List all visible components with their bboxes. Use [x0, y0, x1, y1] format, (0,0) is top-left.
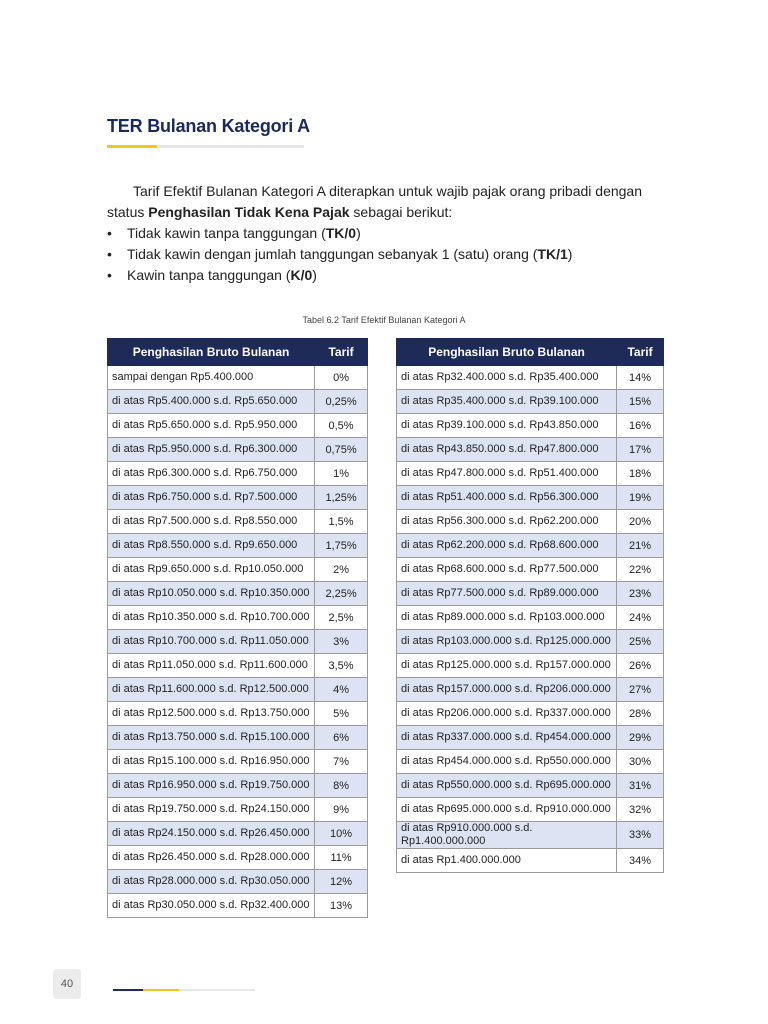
income-range-cell: di atas Rp56.300.000 s.d. Rp62.200.000 — [397, 510, 617, 534]
tariff-table-right — [396, 338, 664, 873]
income-range-cell: di atas Rp43.850.000 s.d. Rp47.800.000 — [397, 438, 617, 462]
rate-cell: 33% — [617, 822, 664, 849]
income-range-cell: di atas Rp1.400.000.000 — [397, 849, 617, 873]
table-row — [108, 462, 368, 486]
bullet-icon: • — [107, 267, 112, 283]
rate-cell: 30% — [617, 750, 664, 774]
income-range-cell: di atas Rp15.100.000 s.d. Rp16.950.000 — [108, 750, 315, 774]
income-range-cell: di atas Rp125.000.000 s.d. Rp157.000.000 — [397, 654, 617, 678]
rate-cell: 1,5% — [315, 510, 368, 534]
rate-cell: 14% — [617, 366, 664, 390]
income-range-cell: di atas Rp24.150.000 s.d. Rp26.450.000 — [108, 822, 315, 846]
table-row — [397, 849, 664, 873]
table-row — [108, 822, 368, 846]
list-item-text: Tidak kawin dengan jumlah tanggungan sebanyak 1 (satu) orang ( — [127, 246, 538, 262]
page-number: 40 — [53, 969, 81, 999]
income-range-cell: di atas Rp157.000.000 s.d. Rp206.000.000 — [397, 678, 617, 702]
table-row — [108, 606, 368, 630]
table-row — [108, 750, 368, 774]
list-item-code: K/0 — [290, 267, 313, 283]
list-item-close: ) — [567, 246, 573, 262]
income-range-cell: di atas Rp77.500.000 s.d. Rp89.000.000 — [397, 582, 617, 606]
column-header-income: Penghasilan Bruto Bulanan — [397, 339, 617, 366]
rate-cell: 4% — [315, 678, 368, 702]
table-row — [397, 390, 664, 414]
table-row — [397, 630, 664, 654]
bullet-icon: • — [107, 225, 112, 241]
rate-cell: 9% — [315, 798, 368, 822]
table-header-row — [108, 339, 368, 366]
income-range-cell: di atas Rp68.600.000 s.d. Rp77.500.000 — [397, 558, 617, 582]
rate-cell: 3,5% — [315, 654, 368, 678]
footer-rule — [113, 989, 255, 991]
list-item-code: TK/1 — [537, 246, 568, 262]
rate-cell: 3% — [315, 630, 368, 654]
rate-cell: 0,5% — [315, 414, 368, 438]
income-range-cell: di atas Rp51.400.000 s.d. Rp56.300.000 — [397, 486, 617, 510]
bullet-icon: • — [107, 246, 112, 262]
income-range-cell: di atas Rp9.650.000 s.d. Rp10.050.000 — [108, 558, 315, 582]
income-range-cell: di atas Rp5.400.000 s.d. Rp5.650.000 — [108, 390, 315, 414]
rate-cell: 34% — [617, 849, 664, 873]
title-underline — [107, 145, 304, 148]
column-header-rate: Tarif — [617, 339, 664, 366]
footer-rule-gold — [143, 989, 179, 991]
tariff-table-left — [107, 338, 368, 918]
income-range-cell: di atas Rp47.800.000 s.d. Rp51.400.000 — [397, 462, 617, 486]
rate-cell: 26% — [617, 654, 664, 678]
table-row — [108, 510, 368, 534]
rate-cell: 5% — [315, 702, 368, 726]
table-row — [108, 390, 368, 414]
table-row — [397, 702, 664, 726]
income-range-cell: di atas Rp695.000.000 s.d. Rp910.000.000 — [397, 798, 617, 822]
rate-cell: 20% — [617, 510, 664, 534]
income-range-cell: di atas Rp337.000.000 s.d. Rp454.000.000 — [397, 726, 617, 750]
rate-cell: 18% — [617, 462, 664, 486]
rate-cell: 0,25% — [315, 390, 368, 414]
rate-cell: 7% — [315, 750, 368, 774]
income-range-cell: di atas Rp12.500.000 s.d. Rp13.750.000 — [108, 702, 315, 726]
income-range-cell: di atas Rp103.000.000 s.d. Rp125.000.000 — [397, 630, 617, 654]
income-range-cell: di atas Rp30.050.000 s.d. Rp32.400.000 — [108, 894, 315, 918]
list-item — [107, 244, 677, 265]
table-body — [108, 366, 368, 918]
income-range-cell: di atas Rp8.550.000 s.d. Rp9.650.000 — [108, 534, 315, 558]
intro-text-after: sebagai berikut: — [349, 204, 453, 220]
rate-cell: 0,75% — [315, 438, 368, 462]
table-row — [108, 726, 368, 750]
rate-cell: 17% — [617, 438, 664, 462]
footer-rule-navy — [113, 989, 143, 991]
intro-text-before: Tarif Efektif Bulanan Kategori A diterapkan untuk wajib pajak orang pribadi dengan status — [107, 183, 643, 220]
income-range-cell: di atas Rp13.750.000 s.d. Rp15.100.000 — [108, 726, 315, 750]
table-row — [108, 798, 368, 822]
income-range-cell: di atas Rp6.750.000 s.d. Rp7.500.000 — [108, 486, 315, 510]
income-range-cell: sampai dengan Rp5.400.000 — [108, 366, 315, 390]
rate-cell: 16% — [617, 414, 664, 438]
table-row — [397, 414, 664, 438]
rate-cell: 22% — [617, 558, 664, 582]
rate-cell: 8% — [315, 774, 368, 798]
income-range-cell: di atas Rp6.300.000 s.d. Rp6.750.000 — [108, 462, 315, 486]
list-item-close: ) — [312, 267, 317, 283]
income-range-cell: di atas Rp206.000.000 s.d. Rp337.000.000 — [397, 702, 617, 726]
rate-cell: 13% — [315, 894, 368, 918]
rate-cell: 1,25% — [315, 486, 368, 510]
table-row — [397, 822, 664, 849]
rate-cell: 2,5% — [315, 606, 368, 630]
table-row — [397, 726, 664, 750]
table-row — [108, 630, 368, 654]
table-row — [108, 774, 368, 798]
table-row — [108, 702, 368, 726]
table-row — [108, 678, 368, 702]
column-header-rate: Tarif — [315, 339, 368, 366]
table-row — [397, 606, 664, 630]
status-list — [107, 223, 677, 286]
rate-cell: 31% — [617, 774, 664, 798]
column-header-income: Penghasilan Bruto Bulanan — [108, 339, 315, 366]
rate-cell: 12% — [315, 870, 368, 894]
rate-cell: 2,25% — [315, 582, 368, 606]
rate-cell: 24% — [617, 606, 664, 630]
rate-cell: 28% — [617, 702, 664, 726]
income-range-cell: di atas Rp7.500.000 s.d. Rp8.550.000 — [108, 510, 315, 534]
table-row — [397, 438, 664, 462]
table-row — [108, 534, 368, 558]
table-row — [108, 654, 368, 678]
rate-cell: 15% — [617, 390, 664, 414]
rate-cell: 6% — [315, 726, 368, 750]
table-row — [397, 654, 664, 678]
table-caption: Tabel 6.2 Tarif Efektif Bulanan Kategori A — [302, 315, 466, 325]
table-row — [108, 438, 368, 462]
table-row — [397, 462, 664, 486]
list-item-text: Tidak kawin tanpa tanggungan ( — [127, 225, 326, 241]
income-range-cell: di atas Rp5.650.000 s.d. Rp5.950.000 — [108, 414, 315, 438]
income-range-cell: di atas Rp19.750.000 s.d. Rp24.150.000 — [108, 798, 315, 822]
income-range-cell: di atas Rp5.950.000 s.d. Rp6.300.000 — [108, 438, 315, 462]
income-range-cell: di atas Rp62.200.000 s.d. Rp68.600.000 — [397, 534, 617, 558]
table-row — [397, 366, 664, 390]
income-range-cell: di atas Rp454.000.000 s.d. Rp550.000.000 — [397, 750, 617, 774]
table-row — [108, 486, 368, 510]
income-range-cell: di atas Rp28.000.000 s.d. Rp30.050.000 — [108, 870, 315, 894]
rate-cell: 10% — [315, 822, 368, 846]
table-body — [397, 366, 664, 873]
income-range-cell: di atas Rp32.400.000 s.d. Rp35.400.000 — [397, 366, 617, 390]
table-row — [397, 582, 664, 606]
income-range-cell: di atas Rp11.050.000 s.d. Rp11.600.000 — [108, 654, 315, 678]
income-range-cell: di atas Rp11.600.000 s.d. Rp12.500.000 — [108, 678, 315, 702]
income-range-cell: di atas Rp16.950.000 s.d. Rp19.750.000 — [108, 774, 315, 798]
rate-cell: 0% — [315, 366, 368, 390]
income-range-cell: di atas Rp26.450.000 s.d. Rp28.000.000 — [108, 846, 315, 870]
list-item-close: ) — [356, 225, 361, 241]
rate-cell: 11% — [315, 846, 368, 870]
income-range-cell: di atas Rp10.050.000 s.d. Rp10.350.000 — [108, 582, 315, 606]
table-row — [108, 846, 368, 870]
table-row — [108, 366, 368, 390]
table-row — [397, 486, 664, 510]
title-underline-accent — [107, 145, 157, 148]
rate-cell: 1% — [315, 462, 368, 486]
table-row — [397, 774, 664, 798]
rate-cell: 27% — [617, 678, 664, 702]
intro-bold-term: Penghasilan Tidak Kena Pajak — [148, 204, 350, 220]
rate-cell: 21% — [617, 534, 664, 558]
list-item-code: TK/0 — [325, 225, 357, 241]
table-row — [108, 558, 368, 582]
table-row — [397, 678, 664, 702]
rate-cell: 1,75% — [315, 534, 368, 558]
intro-paragraph — [107, 181, 677, 223]
income-range-cell: di atas Rp35.400.000 s.d. Rp39.100.000 — [397, 390, 617, 414]
table-row — [108, 414, 368, 438]
rate-cell: 2% — [315, 558, 368, 582]
income-range-cell: di atas Rp910.000.000 s.d. Rp1.400.000.000 — [397, 822, 617, 849]
page-title: TER Bulanan Kategori A — [107, 116, 310, 136]
rate-cell: 32% — [617, 798, 664, 822]
income-range-cell: di atas Rp10.350.000 s.d. Rp10.700.000 — [108, 606, 315, 630]
table-row — [397, 510, 664, 534]
table-row — [397, 798, 664, 822]
table-row — [108, 894, 368, 918]
rate-cell: 23% — [617, 582, 664, 606]
income-range-cell: di atas Rp550.000.000 s.d. Rp695.000.000 — [397, 774, 617, 798]
table-row — [108, 870, 368, 894]
table-row — [397, 750, 664, 774]
table-row — [397, 534, 664, 558]
income-range-cell: di atas Rp10.700.000 s.d. Rp11.050.000 — [108, 630, 315, 654]
income-range-cell: di atas Rp39.100.000 s.d. Rp43.850.000 — [397, 414, 617, 438]
table-row — [397, 558, 664, 582]
rate-cell: 29% — [617, 726, 664, 750]
table-header-row — [397, 339, 664, 366]
list-item — [107, 265, 677, 286]
table-row — [108, 582, 368, 606]
list-item — [107, 223, 677, 244]
rate-cell: 19% — [617, 486, 664, 510]
rate-cell: 25% — [617, 630, 664, 654]
income-range-cell: di atas Rp89.000.000 s.d. Rp103.000.000 — [397, 606, 617, 630]
list-item-text: Kawin tanpa tanggungan ( — [127, 267, 291, 283]
